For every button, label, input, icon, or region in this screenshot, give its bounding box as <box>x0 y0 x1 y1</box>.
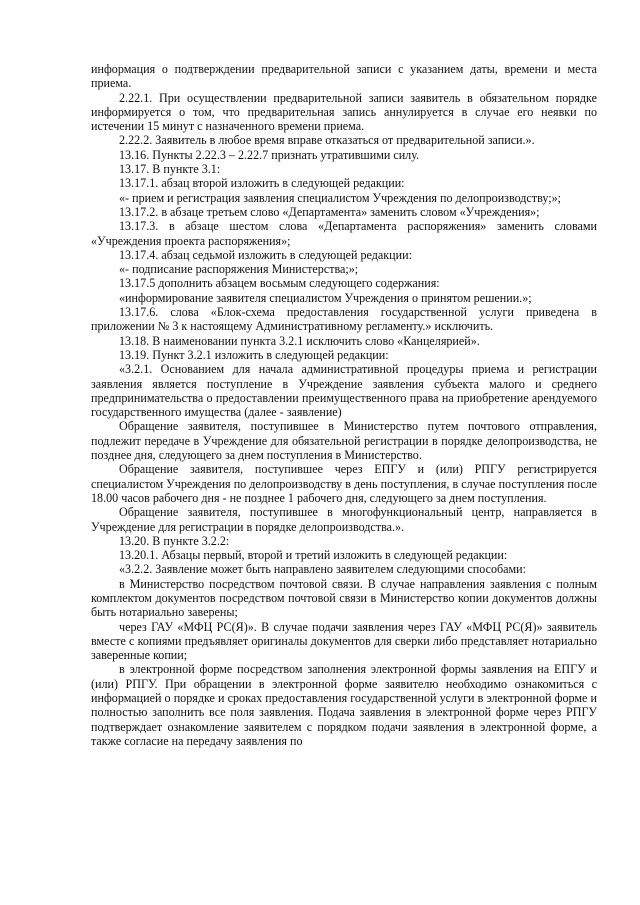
paragraph: 13.17.3. в абзаце шестом слова «Департамента распоряжения» заменить словами «Учреждения проекта распоряжения»; <box>91 219 597 248</box>
paragraph: 13.17.2. в абзаце третьем слово «Департамента» заменить словом «Учреждения»; <box>119 204 540 219</box>
paragraph: через ГАУ «МФЦ РС(Я)». В случае подачи заявления через ГАУ «МФЦ РС(Я)» заявитель вместе с копиями предъявляет оригиналы документов для сверки либо представляет нотариально заверенные копии; <box>91 619 597 663</box>
paragraph: 13.17.6. слова «Блок-схема предоставления государственной услуги приведена в приложении № 3 к настоящему Административному регламенту.» исключить. <box>91 305 597 334</box>
paragraph: 13.19. Пункт 3.2.1 изложить в следующей редакции: <box>119 347 389 362</box>
paragraph: 13.16. Пункты 2.22.3 – 2.22.7 признать утратившими силу. <box>119 147 420 162</box>
paragraph: «3.2.1. Основанием для начала административной процедуры приема и регистрации заявления является поступление в Учреждение заявления субъекта малого и среднего предпринимательства о предоставлении преимущественного права на приобретение арендуемого государственного имущества (далее - заявление) <box>91 362 597 420</box>
document-page <box>91 62 597 748</box>
paragraph: в Министерство посредством почтовой связи. В случае направления заявления с полным комплектом документов посредством почтовой связи в Министерство копии документов должны быть нотариально заверены; <box>91 576 597 620</box>
paragraph: 2.22.1. При осуществлении предварительной записи заявитель в обязательном порядке информируется о том, что предварительная запись аннулируется в случае его неявки по истечении 15 минут с назначенного времени приема. <box>91 90 597 134</box>
paragraph: «3.2.2. Заявление может быть направлено заявителем следующими способами: <box>119 562 527 577</box>
paragraph: информация о подтверждении предварительной записи с указанием даты, времени и места приема. <box>91 62 597 91</box>
paragraph: 13.17.1. абзац второй изложить в следующей редакции: <box>119 176 405 191</box>
paragraph: 13.17.5 дополнить абзацем восьмым следующего содержания: <box>119 276 440 291</box>
paragraph: «информирование заявителя специалистом Учреждения о принятом решении.»; <box>119 290 532 305</box>
paragraph: Обращение заявителя, поступившее через ЕПГУ и (или) РПГУ регистрируется специалистом Учреждения по делопроизводству в день поступления, в случае поступления после 18.00 часов рабочего дня - не позднее 1 рабочего дня, следующего за днем поступления. <box>91 462 597 505</box>
paragraph: «- подписание распоряжения Министерства;»; <box>119 262 359 277</box>
paragraph: Обращение заявителя, поступившее в многофункциональный центр, направляется в Учреждение для регистрации в порядке делопроизводства.». <box>91 505 597 534</box>
paragraph: 13.20. В пункте 3.2.2: <box>119 533 230 548</box>
paragraph: Обращение заявителя, поступившее в Министерство путем почтового отправления, подлежит передаче в Учреждение для обязательной регистрации в порядке делопроизводства, не позднее дня, следующего за днем поступления в Министерство. <box>91 419 597 463</box>
paragraph: 13.20.1. Абзацы первый, второй и третий изложить в следующей редакции: <box>119 548 508 563</box>
paragraph: в электронной форме посредством заполнения электронной формы заявления на ЕПГУ и (или) РПГУ. При обращении в электронной форме заявителю необходимо ознакомиться с информацией о порядке и сроках предоставления государственной услуги в электронной форме и полностью заполнить все поля заявления. Подача заявления в электронной форме через РПГУ подтверждает ознакомление заявителем с порядком подачи заявления в электронной форме, а также согласие на передачу заявления по <box>91 662 597 748</box>
paragraph: 13.17. В пункте 3.1: <box>119 162 221 177</box>
paragraph: 13.18. В наименовании пункта 3.2.1 исключить слово «Канцелярией». <box>119 333 480 348</box>
paragraph: «- прием и регистрация заявления специалистом Учреждения по делопроизводству;»; <box>119 190 562 205</box>
paragraph: 13.17.4. абзац седьмой изложить в следующей редакции: <box>119 247 412 262</box>
paragraph: 2.22.2. Заявитель в любое время вправе отказаться от предварительной записи.». <box>119 133 535 148</box>
